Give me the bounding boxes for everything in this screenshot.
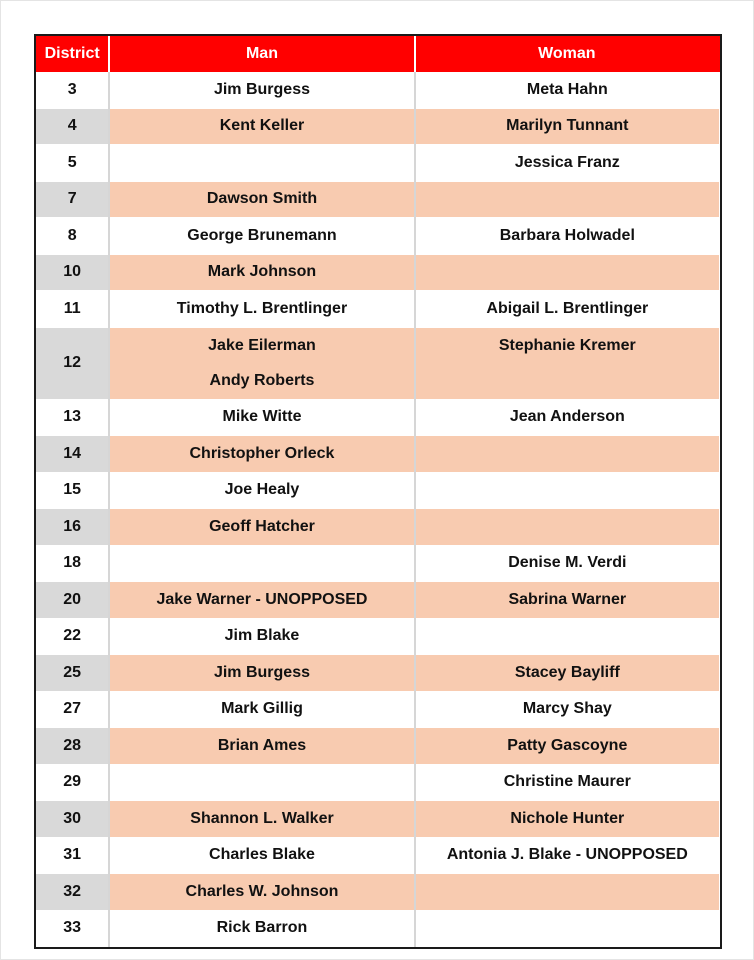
woman-cell bbox=[415, 254, 719, 291]
man-cell: George Brunemann bbox=[109, 218, 414, 255]
woman-cell: Patty Gascoyne bbox=[415, 728, 719, 765]
district-cell: 13 bbox=[36, 399, 109, 436]
table-row bbox=[36, 509, 719, 546]
woman-cell: Stacey Bayliff bbox=[415, 655, 719, 692]
table-row bbox=[36, 399, 719, 436]
table-row bbox=[36, 728, 719, 765]
woman-cell bbox=[415, 472, 719, 509]
district-cell: 15 bbox=[36, 472, 109, 509]
woman-cell: Denise M. Verdi bbox=[415, 545, 719, 582]
woman-cell bbox=[415, 509, 719, 546]
man-cell bbox=[109, 764, 414, 801]
woman-cell bbox=[415, 618, 719, 655]
table-row bbox=[36, 254, 719, 291]
man-cell: Jake Warner - UNOPPOSED bbox=[109, 582, 414, 619]
man-cell: Mike Witte bbox=[109, 399, 414, 436]
district-cell: 27 bbox=[36, 691, 109, 728]
man-cell: Mark Johnson bbox=[109, 254, 414, 291]
woman-cell: Marcy Shay bbox=[415, 691, 719, 728]
district-cell: 25 bbox=[36, 655, 109, 692]
table-row bbox=[36, 108, 719, 145]
woman-cell bbox=[415, 181, 719, 218]
woman-cell: Abigail L. Brentlinger bbox=[415, 291, 719, 328]
woman-cell: Jean Anderson bbox=[415, 399, 719, 436]
district-cell: 4 bbox=[36, 108, 109, 145]
man-cell: Jim Burgess bbox=[109, 72, 414, 108]
table-row bbox=[36, 72, 719, 108]
district-cell: 8 bbox=[36, 218, 109, 255]
table-row bbox=[36, 582, 719, 619]
man-cell: Brian Ames bbox=[109, 728, 414, 765]
man-cell bbox=[109, 545, 414, 582]
table-row bbox=[36, 691, 719, 728]
table-row bbox=[36, 436, 719, 473]
table-body bbox=[36, 72, 719, 947]
table-row bbox=[36, 801, 719, 838]
man-cell: Mark Gillig bbox=[109, 691, 414, 728]
table-row bbox=[36, 545, 719, 582]
district-cell: 10 bbox=[36, 254, 109, 291]
woman-cell bbox=[415, 436, 719, 473]
woman-cell: Jessica Franz bbox=[415, 145, 719, 182]
woman-cell: Nichole Hunter bbox=[415, 801, 719, 838]
table-row bbox=[36, 655, 719, 692]
district-cell: 29 bbox=[36, 764, 109, 801]
candidate-name: Stephanie Kremer bbox=[498, 336, 636, 354]
district-cell: 20 bbox=[36, 582, 109, 619]
table-row bbox=[36, 291, 719, 328]
man-cell: Charles Blake bbox=[109, 837, 414, 874]
man-cell: Rick Barron bbox=[109, 910, 414, 947]
woman-cell: Barbara Holwadel bbox=[415, 218, 719, 255]
candidates-table bbox=[34, 34, 722, 949]
man-cell: Christopher Orleck bbox=[109, 436, 414, 473]
district-cell: 7 bbox=[36, 181, 109, 218]
table-row bbox=[36, 218, 719, 255]
man-cell: Kent Keller bbox=[109, 108, 414, 145]
man-cell: Joe Healy bbox=[109, 472, 414, 509]
table-row bbox=[36, 910, 719, 947]
woman-cell bbox=[415, 874, 719, 911]
man-cell: Charles W. Johnson bbox=[109, 874, 414, 911]
district-cell: 18 bbox=[36, 545, 109, 582]
man-cell: Dawson Smith bbox=[109, 181, 414, 218]
empty-line bbox=[416, 363, 719, 398]
header-man: Man bbox=[109, 36, 414, 72]
district-cell: 30 bbox=[36, 801, 109, 838]
district-cell: 3 bbox=[36, 72, 109, 108]
table-row bbox=[36, 145, 719, 182]
district-cell: 11 bbox=[36, 291, 109, 328]
woman-cell: Antonia J. Blake - UNOPPOSED bbox=[415, 837, 719, 874]
woman-cell: Marilyn Tunnant bbox=[415, 108, 719, 145]
table-row bbox=[36, 472, 719, 509]
district-cell: 31 bbox=[36, 837, 109, 874]
district-cell: 28 bbox=[36, 728, 109, 765]
candidate-name: Jake Eilerman bbox=[208, 336, 316, 354]
table-row bbox=[36, 618, 719, 655]
header-row bbox=[36, 36, 719, 72]
man-cell: Timothy L. Brentlinger bbox=[109, 291, 414, 328]
man-cell: Geoff Hatcher bbox=[109, 509, 414, 546]
man-cell: Shannon L. Walker bbox=[109, 801, 414, 838]
header-woman: Woman bbox=[415, 36, 719, 72]
man-cell bbox=[109, 327, 414, 399]
woman-cell: Meta Hahn bbox=[415, 72, 719, 108]
man-cell bbox=[109, 145, 414, 182]
table bbox=[36, 36, 720, 947]
woman-names bbox=[416, 328, 719, 399]
woman-cell: Sabrina Warner bbox=[415, 582, 719, 619]
woman-cell bbox=[415, 327, 719, 399]
table-row bbox=[36, 764, 719, 801]
header-district: District bbox=[36, 36, 109, 72]
district-cell: 12 bbox=[36, 327, 109, 399]
man-names bbox=[110, 328, 413, 399]
district-cell: 33 bbox=[36, 910, 109, 947]
man-cell: Jim Blake bbox=[109, 618, 414, 655]
table-row bbox=[36, 874, 719, 911]
table-row bbox=[36, 837, 719, 874]
district-cell: 22 bbox=[36, 618, 109, 655]
candidate-name: Andy Roberts bbox=[209, 372, 315, 390]
district-cell: 16 bbox=[36, 509, 109, 546]
district-cell: 32 bbox=[36, 874, 109, 911]
district-cell: 5 bbox=[36, 145, 109, 182]
table-row bbox=[36, 181, 719, 218]
woman-cell bbox=[415, 910, 719, 947]
woman-cell: Christine Maurer bbox=[415, 764, 719, 801]
table-row bbox=[36, 327, 719, 399]
district-cell: 14 bbox=[36, 436, 109, 473]
man-cell: Jim Burgess bbox=[109, 655, 414, 692]
